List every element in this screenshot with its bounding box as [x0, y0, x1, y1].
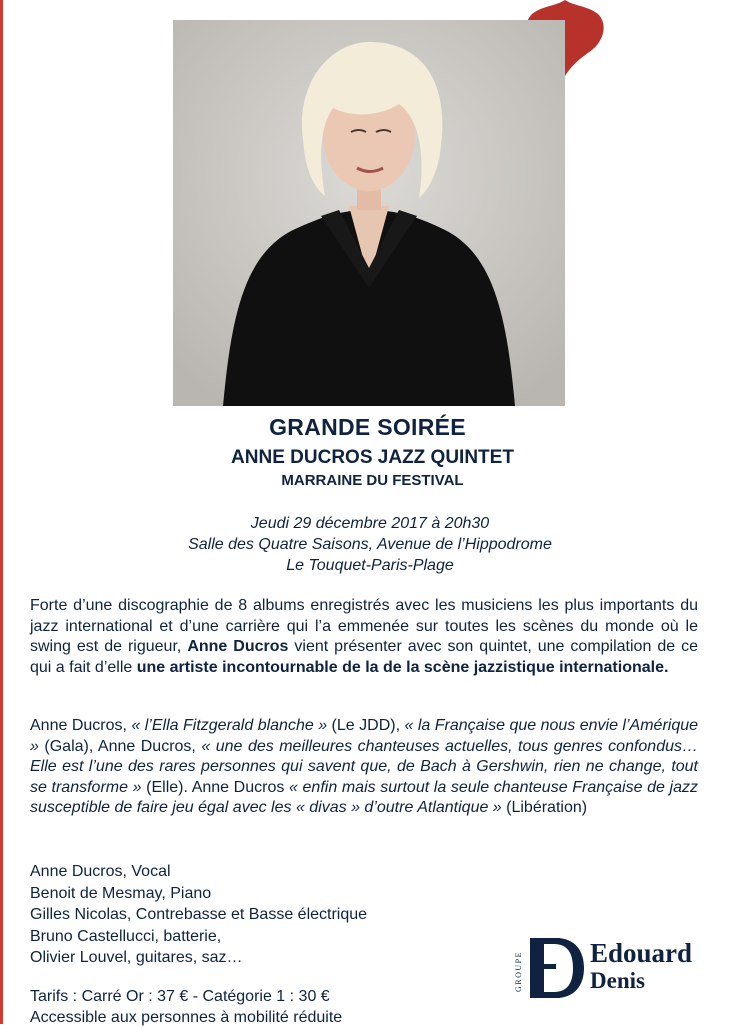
- event-subtitle: ANNE DUCROS JAZZ QUINTET: [231, 447, 514, 468]
- musicians-list: [30, 861, 367, 969]
- event-details: [0, 513, 735, 576]
- page-title: GRANDE SOIRÉE: [269, 414, 466, 440]
- description-highlight: une artiste incontournable de la de la scène jazzistique internationale: [136, 658, 664, 676]
- logo-name-last: Denis: [590, 968, 645, 993]
- edouard-denis-logo: [514, 932, 704, 1004]
- quote-source-text: (Libération): [501, 799, 588, 816]
- logo-name-first: Edouard: [590, 938, 693, 968]
- artist-photo: [173, 20, 565, 406]
- press-quote: « enfin mais surtout la seule chanteuse Française de jazz susceptible de faire jeu égal avec les « divas » d’outre Atlantique »: [30, 778, 698, 816]
- quote-source-text: (Elle). Anne Ducros: [141, 778, 289, 796]
- description-text: Forte d’une discographie de 8 albums enregistrés avec les musiciens les plus importants du jazz international et d’une carrière qui l’a emmenée sur toutes les scènes du monde où le swing est de rigueur,: [30, 597, 698, 655]
- list-item: Gilles Nicolas, Contrebasse et Basse électrique: [30, 906, 368, 923]
- price-list: Tarifs : Carré Or : 37 € - Catégorie 1 : 30 €: [30, 988, 330, 1005]
- event-role: MARRAINE DU FESTIVAL: [281, 472, 464, 489]
- press-quote: « l’Ella Fitzgerald blanche »: [131, 717, 328, 734]
- list-item: Benoit de Mesmay, Piano: [30, 884, 212, 902]
- quote-source-text: (Gala), Anne Ducros,: [38, 737, 202, 755]
- logo-groupe-text: GROUPE: [514, 950, 523, 992]
- event-city: Le Touquet-Paris-Plage: [286, 557, 454, 574]
- press-quote: « la Française que nous envie l’Amérique »: [30, 717, 699, 755]
- press-quotes-paragraph: [30, 716, 698, 819]
- left-border-rule: [0, 0, 3, 1024]
- accessibility-note: Accessible aux personnes à mobilité réduite: [30, 1009, 343, 1026]
- description-text: vient présenter avec son quintet, une compilation de ce qui a fait d’elle: [30, 638, 699, 676]
- event-date: Jeudi 29 décembre 2017 à 20h30: [250, 515, 490, 532]
- event-venue: Salle des Quatre Saisons, Avenue de l’Hippodrome: [188, 536, 552, 553]
- ed-monogram-icon: [526, 934, 586, 1002]
- pricing-info: [30, 986, 342, 1028]
- description-paragraph: [30, 596, 698, 678]
- artist-name: Anne Ducros: [187, 638, 289, 655]
- quote-source-text: Anne Ducros,: [30, 717, 132, 734]
- list-item: Bruno Castellucci, batterie,: [30, 927, 222, 945]
- quote-source-text: (Le JDD),: [327, 717, 405, 734]
- list-item: Anne Ducros, Vocal: [30, 863, 171, 880]
- description-end: .: [663, 658, 669, 676]
- press-quote: « une des meilleures chanteuses actuelles, tous genres confondus… Elle est l’une des rares personnes qui savent que, de Bach à Gershwin, rien ne change, tout se transforme »: [30, 737, 699, 796]
- list-item: Olivier Louvel, guitares, saz…: [30, 949, 243, 966]
